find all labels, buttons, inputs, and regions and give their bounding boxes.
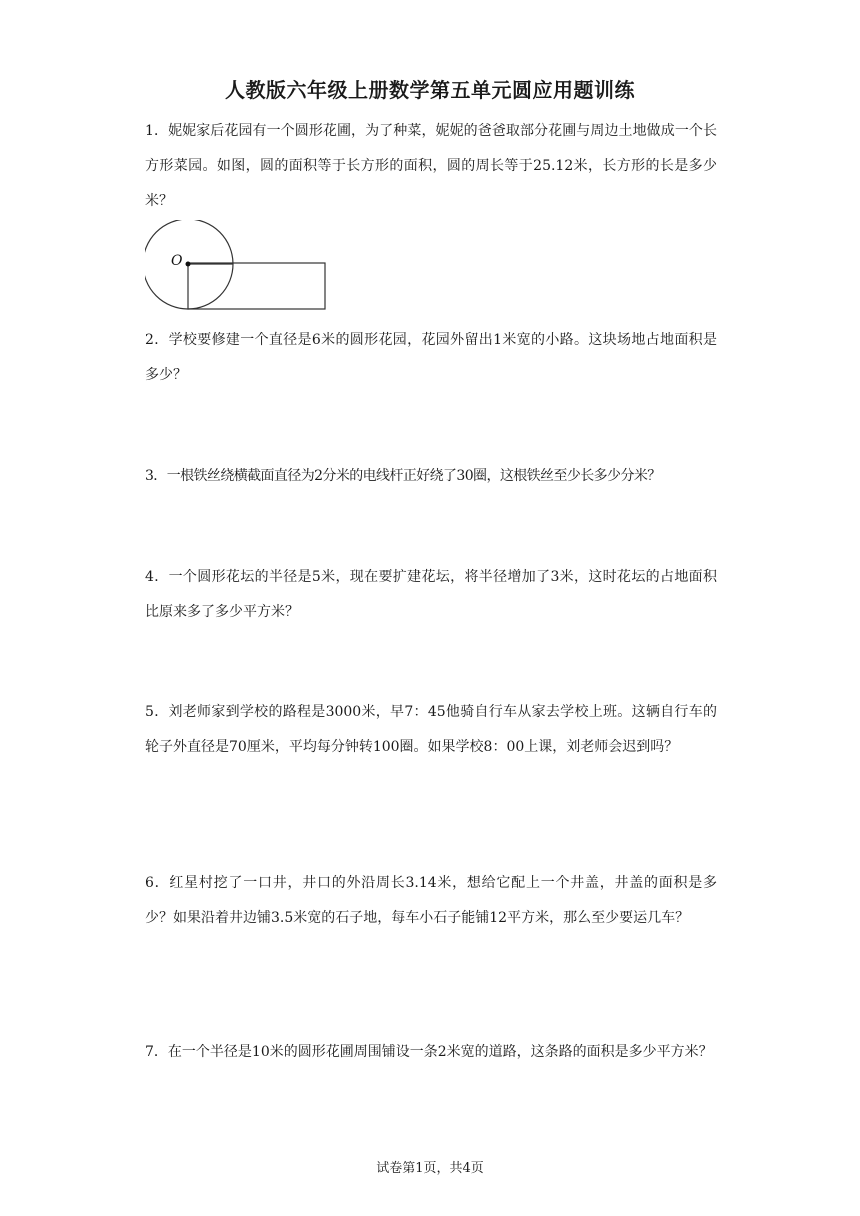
page-title: 人教版六年级上册数学第五单元圆应用题训练 bbox=[225, 78, 635, 102]
question-number: 6． bbox=[145, 875, 170, 891]
question-text: 刘老师家到学校的路程是3000米，早7：45他骑自行车从家去学校上班。这辆自行车的轮子外直径是70厘米，平均每分钟转100圈。如果学校8：00上课，刘老师会迟到吗？ bbox=[145, 704, 717, 755]
vegetable-rectangle bbox=[188, 263, 325, 309]
question-5 bbox=[145, 695, 717, 765]
question-number: 3． bbox=[145, 468, 167, 484]
circle-rectangle-figure bbox=[145, 220, 335, 319]
question-number: 2． bbox=[145, 332, 169, 348]
question-6 bbox=[145, 866, 717, 936]
center-point bbox=[186, 262, 191, 267]
question-number: 1． bbox=[145, 123, 169, 139]
question-7 bbox=[145, 1035, 717, 1070]
question-2 bbox=[145, 323, 717, 393]
center-label: O bbox=[171, 253, 183, 269]
question-number: 5． bbox=[145, 704, 169, 720]
question-text: 红星村挖了一口井，井口的外沿周长3.14米，想给它配上一个井盖，井盖的面积是多少？如果沿着井边铺3.5米宽的石子地，每车小石子能铺12平方米，那么至少要运几车？ bbox=[145, 875, 717, 926]
question-text: 一根铁丝绕横截面直径为2分米的电线杆正好绕了30圈，这根铁丝至少长多少分米？ bbox=[166, 468, 661, 484]
question-text: 妮妮家后花园有一个圆形花圃，为了种菜，妮妮的爸爸取部分花圃与周边土地做成一个长方形菜园。如图，圆的面积等于长方形的面积，圆的周长等于25.12米，长方形的长是多少米？ bbox=[145, 123, 717, 209]
page-footer: 试卷第1页，共4页 bbox=[376, 1161, 484, 1176]
question-text: 在一个半径是10米的圆形花圃周围铺设一条2米宽的道路，这条路的面积是多少平方米？ bbox=[167, 1044, 713, 1060]
circle-rectangle-diagram bbox=[145, 220, 335, 315]
question-number: 7． bbox=[145, 1044, 168, 1060]
question-4 bbox=[145, 560, 717, 630]
question-3 bbox=[145, 459, 725, 494]
question-text: 一个圆形花坛的半径是5米，现在要扩建花坛，将半径增加了3米，这时花坛的占地面积比原来多了多少平方米？ bbox=[145, 569, 717, 620]
question-number: 4． bbox=[145, 569, 169, 585]
question-1 bbox=[145, 114, 717, 219]
question-text: 学校要修建一个直径是6米的圆形花园，花园外留出1米宽的小路。这块场地占地面积是多少？ bbox=[145, 332, 717, 383]
